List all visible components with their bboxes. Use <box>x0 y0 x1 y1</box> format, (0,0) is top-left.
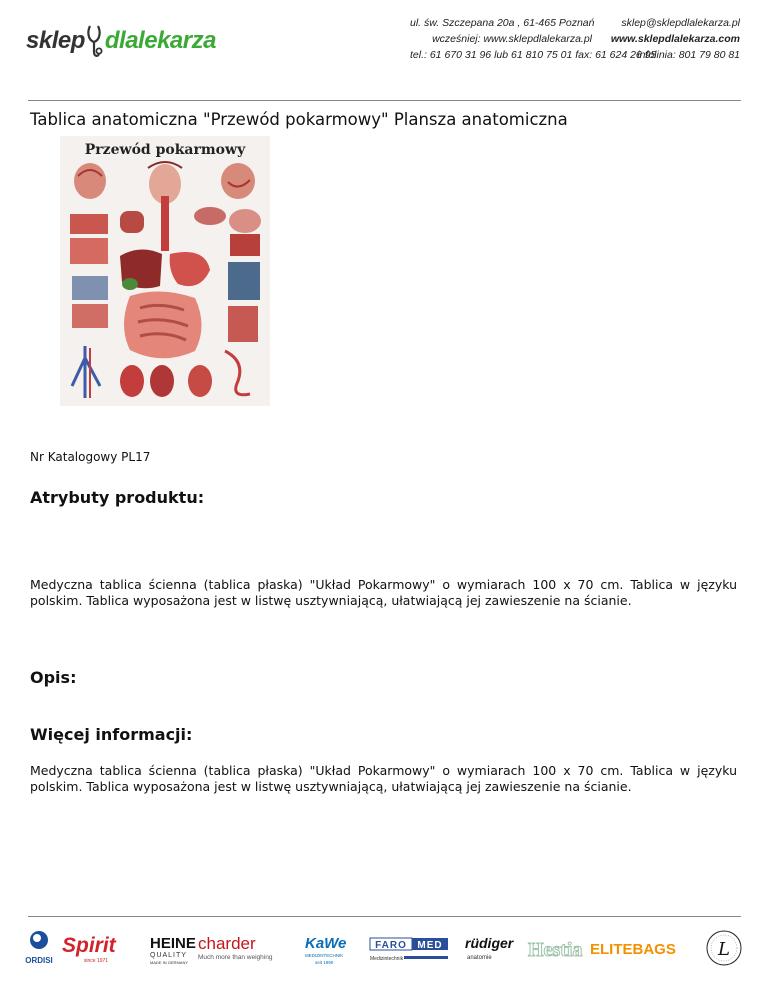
brand-text-hestia: Hestia <box>528 939 583 961</box>
brand-text-charder: charder <box>198 934 256 953</box>
brand-text-littmann: L <box>718 939 730 960</box>
hotline-number: infolinia: 801 79 80 81 <box>637 49 740 61</box>
brand-logo-faromed[interactable] <box>370 938 448 962</box>
brand-logo-ordisi[interactable] <box>25 931 53 965</box>
attributes-text: Medyczna tablica ścienna (tablica płaska) "Układ Pokarmowy" o wymiarach 100 x 70 cm. Tablica w języku polskim. Tablica wyposażona jest w listwę usztywniającą, ułatwiającą jej zawieszenie na ścianie. <box>30 577 737 608</box>
brand-logo-hestia[interactable] <box>528 939 582 961</box>
former-website[interactable]: wcześniej: www.sklepdlalekarza.pl <box>432 33 592 45</box>
catalog-number: Nr Katalogowy PL17 <box>30 450 151 464</box>
brand-text-rudiger: rüdiger <box>465 935 514 951</box>
footer-divider <box>28 916 741 917</box>
brand-logo-spirit[interactable] <box>62 934 117 964</box>
header-divider <box>28 100 741 101</box>
attributes-heading: Atrybuty produktu: <box>30 488 205 507</box>
poster-title: Przewód pokarmowy <box>84 142 246 158</box>
page-header <box>0 0 768 100</box>
brand-text-ordisi: ORDISI <box>25 956 53 965</box>
address-street: ul. św. Szczepana 20a , 61-465 Poznań <box>410 17 595 29</box>
brand-sub-charder: Much more than weighing <box>198 954 273 961</box>
brand-text-kawe: KaWe <box>305 935 347 952</box>
brand-sub-faromed: Medizintechnik <box>370 956 404 962</box>
brand-logo-rudiger[interactable] <box>465 935 515 961</box>
description-heading: Opis: <box>30 668 77 687</box>
brand-sub-rudiger: anatomie <box>467 955 492 961</box>
logo-text-dlalekarza: dlalekarza <box>104 27 216 54</box>
contact-block <box>600 15 740 63</box>
brand-text-faromed-a: FARO <box>375 940 407 951</box>
brand-logos-strip <box>20 926 748 972</box>
brand-text-elitebags: ELITEBAGS <box>590 941 676 958</box>
store-logo[interactable] <box>26 22 216 60</box>
stethoscope-icon <box>86 22 104 60</box>
more-info-text: Medyczna tablica ścienna (tablica płaska) "Układ Pokarmowy" o wymiarach 100 x 70 cm. Tablica w języku polskim. Tablica wyposażona jest w listwę usztywniającą, ułatwiającą jej zawieszenie na ścianie. <box>30 763 737 794</box>
brand-logo-heine[interactable] <box>150 935 196 965</box>
product-title: Tablica anatomiczna "Przewód pokarmowy" Plansza anatomiczna <box>30 110 568 129</box>
brand-sub-spirit: since 1971 <box>83 958 109 964</box>
logo-text-sklep: sklep <box>26 27 85 54</box>
brand-text-heine: HEINE <box>150 935 196 952</box>
phone-numbers: tel.: 61 670 31 96 lub 61 810 75 01 fax: 61 624 26 95 <box>410 49 657 61</box>
address-block <box>410 15 657 63</box>
brand-logo-elitebags[interactable] <box>590 941 676 958</box>
brand-logo-charder[interactable] <box>198 934 273 961</box>
brand-sub-heine-2: MADE IN GERMANY <box>150 960 189 965</box>
product-image <box>60 136 270 406</box>
brand-sub-kawe-1: MEDIZINTECHNIK <box>305 953 344 958</box>
brand-sub-kawe-2: seit 1890 <box>315 960 334 965</box>
brand-sub-heine-1: QUALITY <box>150 952 187 959</box>
email-link[interactable]: sklep@sklepdlalekarza.pl <box>621 17 740 29</box>
brand-text-spirit: Spirit <box>62 934 116 957</box>
brand-logo-kawe[interactable] <box>305 935 346 965</box>
brand-logo-littmann[interactable] <box>707 931 741 965</box>
brand-text-faromed-b: MED <box>417 940 443 951</box>
website-link[interactable]: www.sklepdlalekarza.com <box>610 33 740 45</box>
more-info-heading: Więcej informacji: <box>30 725 193 744</box>
